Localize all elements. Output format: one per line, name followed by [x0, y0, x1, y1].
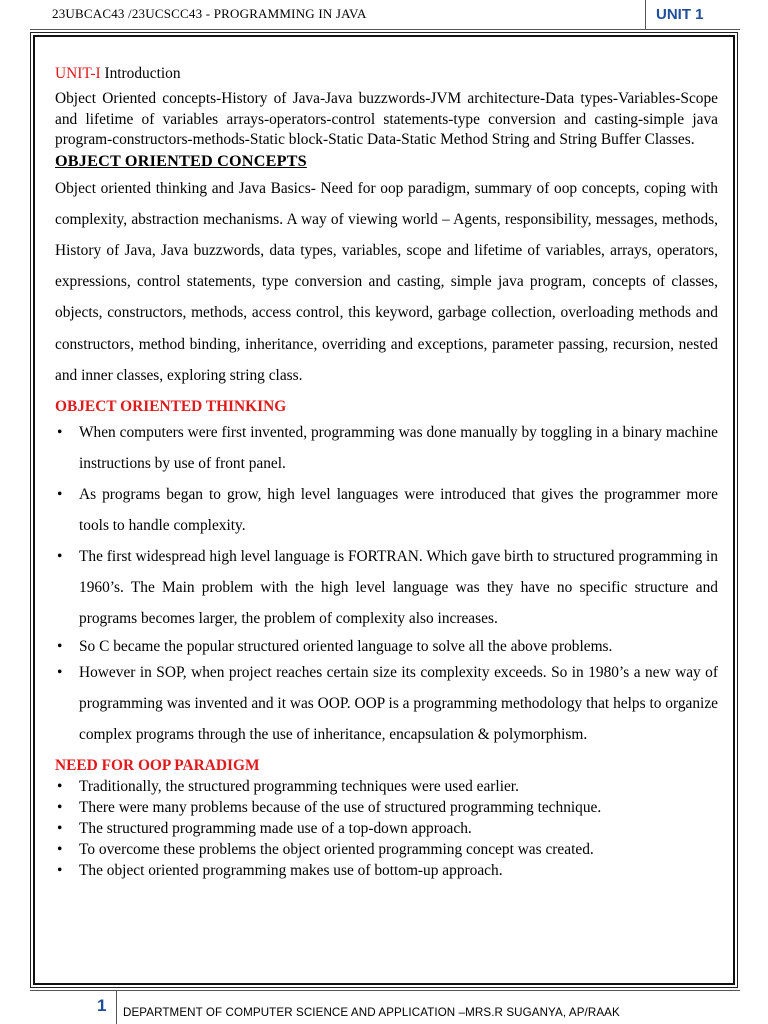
section-heading-oot: OBJECT ORIENTED THINKING: [55, 397, 287, 415]
bullet-icon: •: [57, 485, 63, 503]
bullet-icon: •: [57, 840, 63, 858]
list-item-text: The object oriented programming makes use of bottom-up approach.: [79, 861, 503, 879]
bullet-icon: •: [57, 423, 63, 441]
bullet-icon: •: [57, 798, 63, 816]
list-item: [55, 636, 718, 657]
unit-heading: [55, 64, 718, 84]
page-content: [55, 64, 718, 881]
list-item: [55, 657, 718, 750]
list-item-text: However in SOP, when project reaches certain size its complexity exceeds. So in 1980’s a new way of programming was invented and it was OOP. OOP is a programming methodology that helps to organize complex programs through the use of inheritance, encapsulation & polymorphism.: [79, 663, 718, 743]
footer-text: DEPARTMENT OF COMPUTER SCIENCE AND APPLICATION –MRS.R SUGANYA, AP/RAAK: [123, 1006, 620, 1019]
list-item: [55, 818, 718, 839]
bullet-icon: •: [57, 861, 63, 879]
list-item-text: As programs began to grow, high level languages were introduced that gives the programmer more tools to handle complexity.: [79, 485, 718, 534]
list-item: [55, 417, 718, 479]
list-item-text: The first widespread high level language is FORTRAN. Which gave birth to structured programming in 1960’s. The Main problem with the high level language was they have no specific structure and programs becomes larger, the problem of complexity also increases.: [79, 547, 718, 627]
need-list: [55, 776, 718, 881]
list-item: [55, 797, 718, 818]
footer-divider: [30, 990, 740, 991]
section-heading-ooc: OBJECT ORIENTED CONCEPTS: [55, 151, 307, 170]
list-item-text: When computers were first invented, programming was done manually by toggling in a binary machine instructions by use of front panel.: [79, 423, 718, 472]
list-item-text: The structured programming made use of a top-down approach.: [79, 819, 472, 837]
list-item-text: There were many problems because of the use of structured programming technique.: [79, 798, 602, 816]
course-title: 23UBCAC43 /23UCSCC43 - PROGRAMMING IN JAVA: [52, 6, 367, 21]
list-item-text: Traditionally, the structured programming techniques were used earlier.: [79, 777, 519, 795]
page-number: 1: [97, 996, 107, 1015]
footer-separator: [116, 990, 117, 1024]
list-item: [55, 860, 718, 881]
list-item: [55, 776, 718, 797]
ooc-paragraph: Object oriented thinking and Java Basics- Need for oop paradigm, summary of oop concepts, coping with complexity, abstraction mechanisms. A way of viewing world – Agents, responsibility, messages, methods, History of Java, Java buzzwords, data types, variables, scope and lifetime of variables, arrays, operators, expressions, control statements, type conversion and casting, simple java program, concepts of classes, objects, constructors, methods, access control, this keyword, garbage collection, overloading methods and constructors, method binding, inheritance, overriding and exceptions, parameter passing, recursion, nested and inner classes, exploring string class.: [55, 179, 718, 384]
list-item: [55, 541, 718, 634]
oot-list: [55, 417, 718, 750]
bullet-icon: •: [57, 663, 63, 681]
list-item: [55, 479, 718, 541]
list-item-text: So C became the popular structured oriented language to solve all the above problems.: [79, 637, 613, 655]
bullet-icon: •: [57, 637, 63, 655]
bullet-icon: •: [57, 777, 63, 795]
unit-heading-title: Introduction: [100, 65, 181, 82]
list-item: [55, 839, 718, 860]
bullet-icon: •: [57, 547, 63, 565]
list-item-text: To overcome these problems the object oriented programming concept was created.: [79, 840, 594, 858]
syllabus-paragraph: Object Oriented concepts-History of Java-Java buzzwords-JVM architecture-Data types-Variables-Scope and lifetime of variables arrays-operators-control statements-type conversion and casting-simple java program-constructors-methods-Static block-Static Data-Static Method String and String Buffer Classes.: [55, 90, 718, 148]
header-divider: [30, 29, 740, 30]
bullet-icon: •: [57, 819, 63, 837]
unit-heading-label: UNIT-I: [55, 65, 101, 82]
unit-label: UNIT 1: [656, 6, 704, 23]
section-heading-need: NEED FOR OOP PARADIGM: [55, 756, 260, 774]
